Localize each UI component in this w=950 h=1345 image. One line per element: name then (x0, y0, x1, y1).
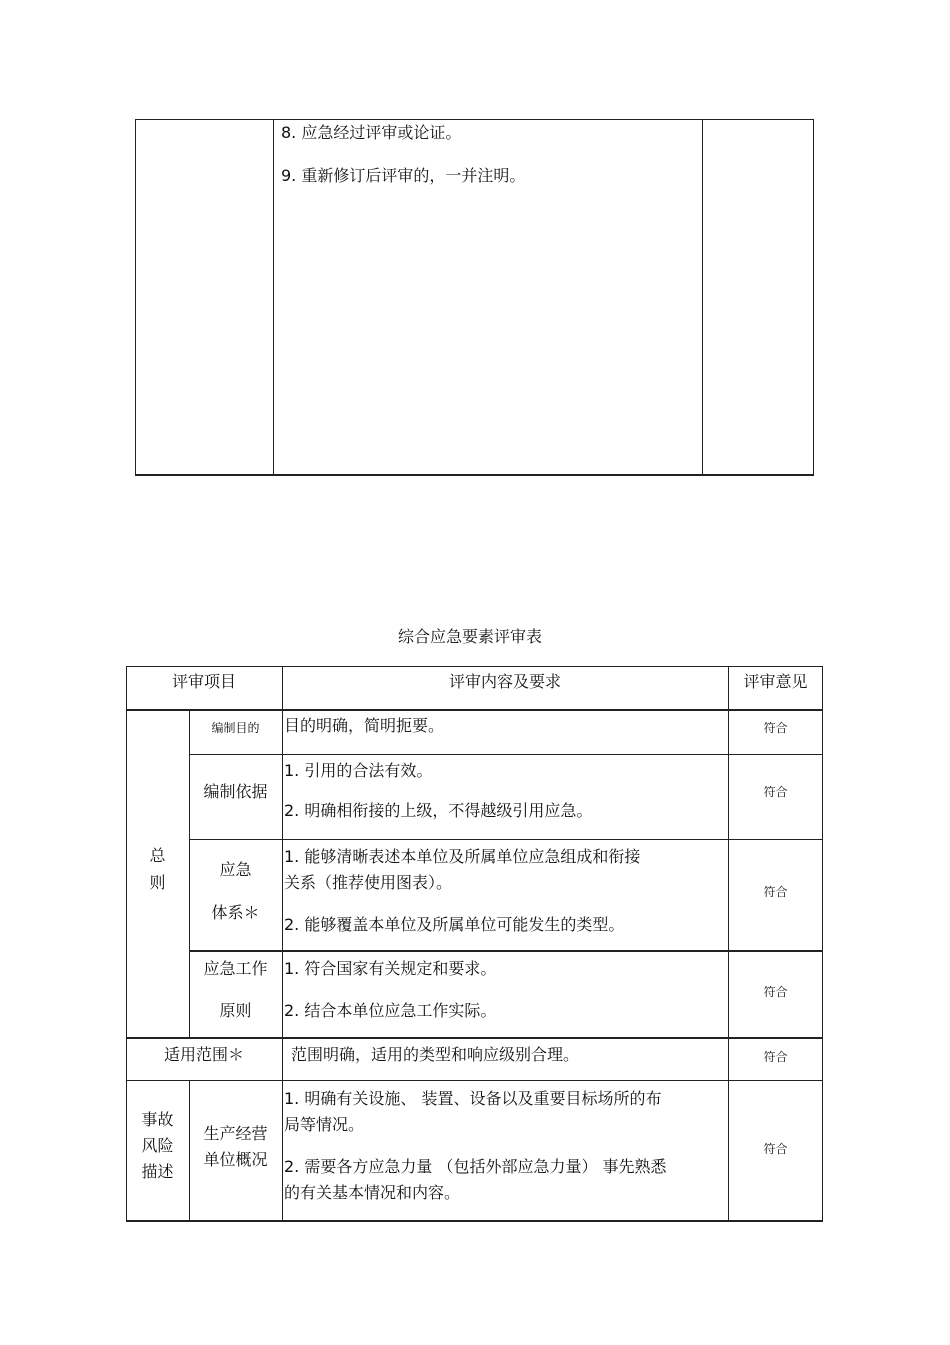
row-opinion: 符合 (763, 1142, 788, 1156)
row-content: 2. 能够覆盖本单位及所属单位可能发生的类型。 (284, 915, 625, 934)
row-opinion: 符合 (763, 721, 788, 735)
section-label-general: 则 (149, 873, 166, 892)
row-label: 适用范围＊ (163, 1045, 244, 1064)
row-content: 2. 明确相衔接的上级，不得越级引用应急。 (284, 801, 593, 820)
section-label-general: 总 (149, 846, 166, 865)
row-content: 2. 结合本单位应急工作实际。 (284, 1001, 497, 1020)
section-label-risk: 风险 (141, 1136, 174, 1155)
row-content: 局等情况。 (284, 1115, 365, 1134)
section-label-risk: 事故 (141, 1110, 174, 1129)
row-content: 目的明确，简明扼要。 (284, 716, 445, 735)
row-content: 1. 引用的合法有效。 (284, 761, 433, 780)
row-content: 2. 需要各方应急力量 （包括外部应急力量） 事先熟悉 (284, 1157, 667, 1176)
column-divider (702, 120, 703, 475)
row-label: 编制依据 (203, 782, 268, 801)
header-project: 评审项目 (171, 672, 236, 691)
row-label: 原则 (219, 1001, 252, 1020)
section-label-risk: 描述 (141, 1162, 174, 1181)
row-content: 范围明确，适用的类型和响应级别合理。 (291, 1045, 580, 1064)
row-content: 1. 明确有关设施、 装置、设备以及重要目标场所的布 (284, 1089, 662, 1108)
row-label: 编制目的 (211, 721, 260, 735)
page-title: 综合应急要素评审表 (397, 627, 542, 646)
row-opinion: 符合 (763, 1050, 788, 1064)
column-divider (273, 120, 274, 475)
list-item: 8. 应急经过评审或论证。 (281, 123, 462, 142)
row-label: 应急 (219, 860, 252, 879)
list-item: 9. 重新修订后评审的，一并注明。 (281, 166, 526, 185)
row-label: 生产经营 (203, 1124, 268, 1143)
row-content: 1. 符合国家有关规定和要求。 (284, 959, 497, 978)
header-content: 评审内容及要求 (448, 672, 561, 691)
row-opinion: 符合 (763, 785, 788, 799)
row-content: 1. 能够清晰表述本单位及所属单位应急组成和衔接 (284, 847, 641, 866)
header-opinion: 评审意见 (743, 672, 808, 691)
row-opinion: 符合 (763, 885, 788, 899)
row-opinion: 符合 (763, 985, 788, 999)
row-label: 体系＊ (211, 903, 260, 922)
row-label: 单位概况 (203, 1150, 268, 1169)
row-content: 的有关基本情况和内容。 (284, 1183, 461, 1202)
row-content: 关系（推荐使用图表）。 (284, 873, 453, 892)
row-label: 应急工作 (203, 959, 268, 978)
